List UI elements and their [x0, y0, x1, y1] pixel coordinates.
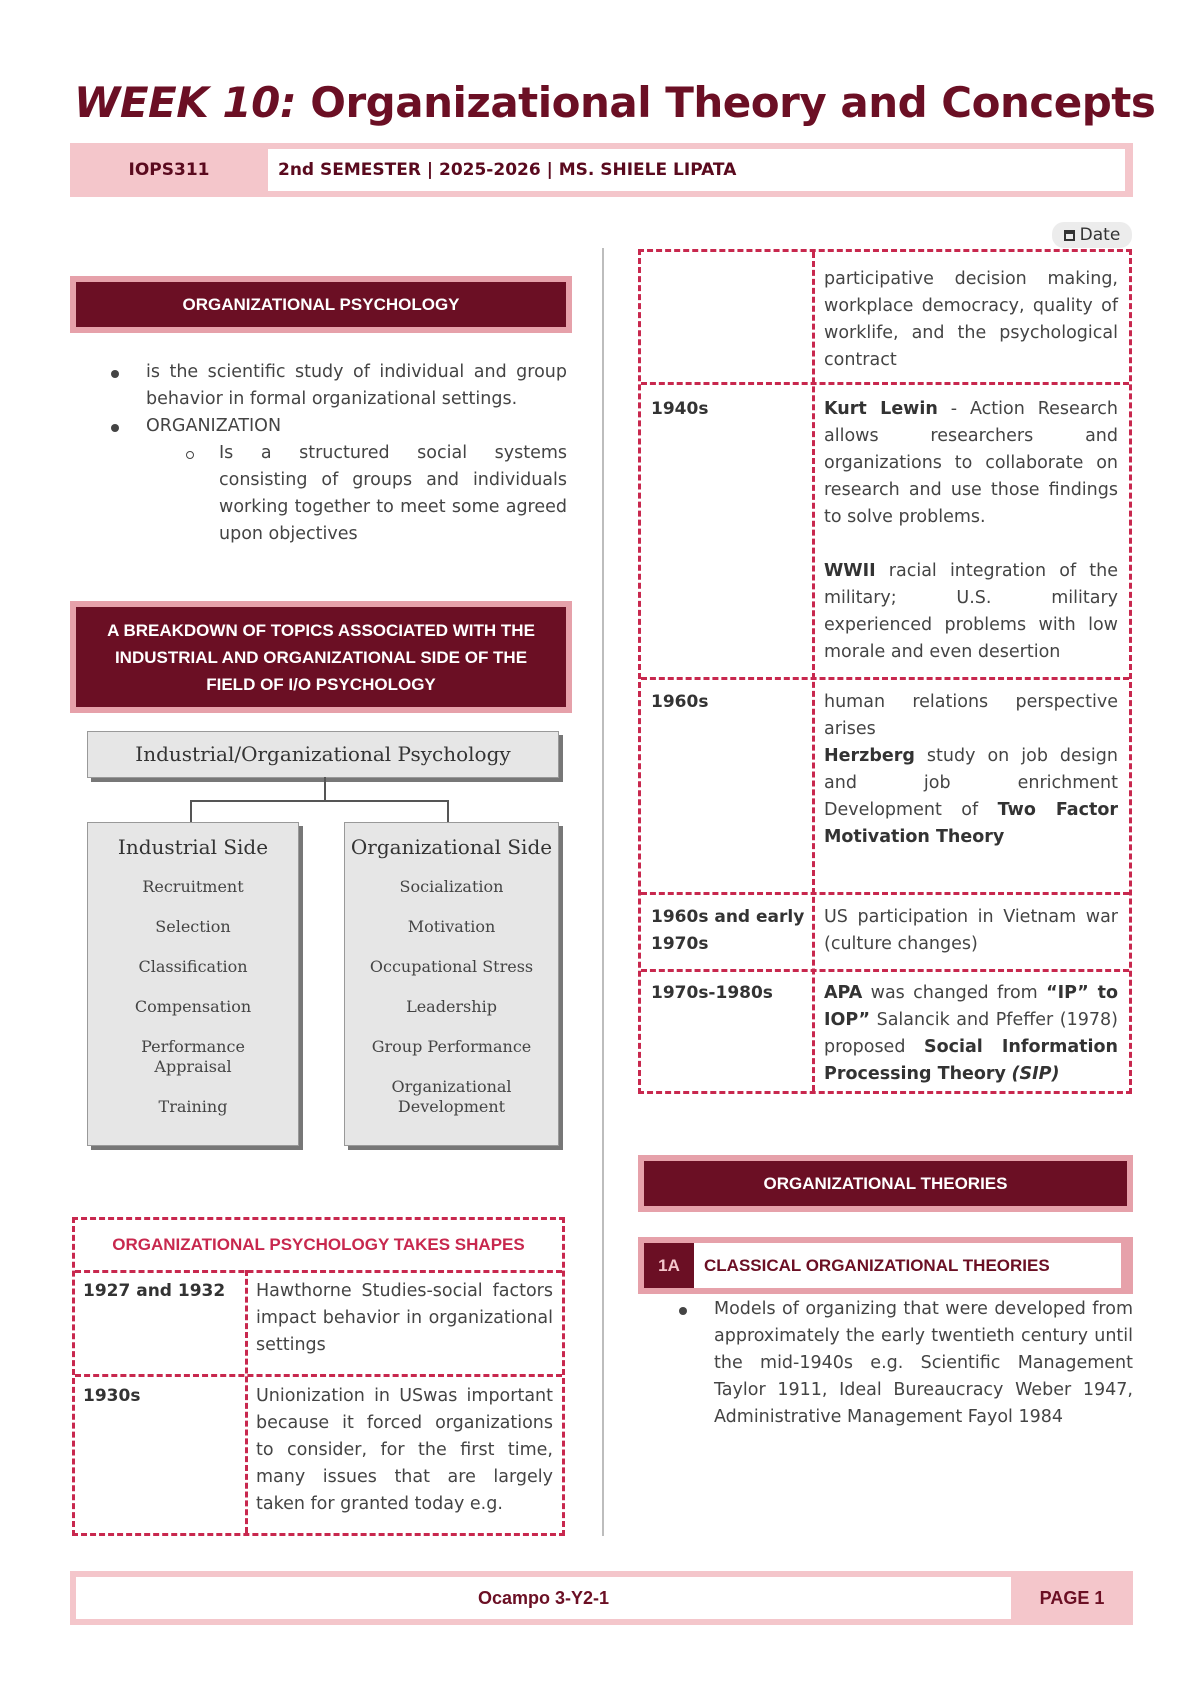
sub-bullet-circle: [186, 451, 194, 459]
date-label: Date: [1079, 225, 1121, 245]
bullet-dot: [111, 370, 119, 378]
industrial-side-title: Industrial Side: [117, 835, 269, 859]
era-description: [824, 980, 1118, 1088]
organizational-side-title: Organizational Side: [350, 835, 553, 859]
era-description: Unionization in USwas important because it forced organizations to consider, for the first time, many issues that are largely taken for granted today e.g.: [256, 1386, 553, 1514]
era-label: 1927 and 1932: [83, 1281, 226, 1301]
industrial-item: Recruitment: [142, 877, 244, 896]
course-info-bar: [70, 143, 1133, 197]
course-code: IOPS311: [128, 160, 210, 180]
connector-line: [190, 800, 449, 802]
page-title: [74, 78, 1155, 127]
timeline-continued-text: participative decision making, workplace democracy, quality of worklife, and the psychological contract: [824, 269, 1118, 370]
row-divider: [641, 382, 1129, 385]
desc-text: racial integration of the military; U.S. military experienced problems with low morale and even desertion: [824, 561, 1118, 662]
desc-text: was changed from: [862, 983, 1047, 1003]
bold-term: WWII: [824, 561, 876, 581]
industrial-item: Compensation: [134, 997, 252, 1016]
diagram-top-box: Industrial/Organizational Psychology: [87, 731, 559, 778]
organizational-item: Occupational Stress: [369, 957, 534, 976]
era-description: [824, 743, 1118, 851]
bold-term: Two Factor Motivation Theory: [824, 800, 1118, 847]
classical-subheading: [638, 1237, 1133, 1294]
desc-text: - Action Research allows researchers and organizations to collaborate on research and use those findings to solve problems.: [824, 399, 1118, 527]
bold-term: APA: [824, 983, 863, 1003]
theories-heading: [638, 1155, 1133, 1212]
era-label: 1970s-1980s: [651, 983, 773, 1003]
row-divider: [75, 1270, 562, 1273]
takes-shape-heading: ORGANIZATIONAL PSYCHOLOGY TAKES SHAPES: [112, 1235, 525, 1254]
organizational-item: Motivation: [407, 917, 496, 936]
row-divider: [641, 969, 1129, 972]
desc-text: study on job design and job enrichment Development of: [824, 746, 1118, 820]
era-description: US participation in Vietnam war (culture changes): [824, 907, 1118, 954]
col-divider: [245, 1270, 248, 1533]
classical-theories-description: Models of organizing that were developed from approximately the early twentieth century until the mid-1940s e.g. Scientific Management Taylor 1911, Ideal Bureaucracy Weber 1947, Administrative Management Fayol 1984: [714, 1299, 1133, 1427]
industrial-item: Performance Appraisal: [141, 1037, 245, 1076]
industrial-side-box: [87, 822, 299, 1146]
organizational-item: Organizational Development: [391, 1077, 512, 1116]
bold-term: (SIP): [1011, 1064, 1060, 1084]
organizational-item: Leadership: [406, 997, 497, 1016]
industrial-item: Classification: [138, 957, 248, 976]
industrial-item: Selection: [155, 917, 231, 936]
row-divider: [75, 1374, 562, 1377]
organizational-item: Group Performance: [371, 1037, 532, 1056]
title-topic: Organizational Theory and Concepts: [310, 78, 1156, 127]
org-psych-heading: [70, 276, 572, 333]
organizational-side-box: [344, 822, 559, 1146]
era-label: 1940s: [651, 399, 709, 419]
connector-line: [324, 777, 326, 800]
col-divider: [812, 252, 815, 1091]
bold-term: Kurt Lewin: [824, 399, 938, 419]
section-code: 1A: [644, 1243, 694, 1288]
era-description: Hawthorne Studies-social factors impact behavior in organizational settings: [256, 1281, 553, 1355]
organization-label: ORGANIZATION: [146, 416, 282, 436]
calendar-icon: [1064, 230, 1075, 241]
desc-text: Salancik and Pfeffer (1978) proposed: [824, 1010, 1118, 1057]
bold-term: Herzberg: [824, 746, 915, 766]
org-psych-heading-text: ORGANIZATIONAL PSYCHOLOGY: [182, 295, 460, 314]
date-chip[interactable]: [1052, 222, 1132, 248]
era-label: 1930s: [83, 1386, 141, 1406]
section-title: CLASSICAL ORGANIZATIONAL THEORIES: [694, 1243, 1121, 1288]
connector-line: [190, 800, 192, 822]
organizational-item: Socialization: [399, 877, 504, 896]
industrial-item: Training: [158, 1097, 228, 1116]
row-divider: [641, 677, 1129, 680]
timeline-table: [638, 249, 1132, 1094]
title-week: WEEK 10:: [74, 78, 297, 127]
bold-term: “IP” to IOP”: [824, 983, 1118, 1030]
era-description: human relations perspective arises: [824, 692, 1118, 739]
organization-definition: Is a structured social systems consisting of groups and individuals working together to meet some agreed upon objectives: [219, 443, 567, 544]
breakdown-heading-text: A BREAKDOWN OF TOPICS ASSOCIATED WITH THE INDUSTRIAL AND ORGANIZATIONAL SIDE OF THE FIELD OF I/O PSYCHOLOGY: [107, 621, 535, 694]
semester-line: 2nd SEMESTER | 2025-2026 | MS. SHIELE LIPATA: [268, 149, 1125, 191]
bullet-dot: [679, 1307, 687, 1315]
era-label: 1960s: [651, 692, 709, 712]
takes-shape-table: [72, 1217, 565, 1536]
breakdown-heading: [70, 601, 572, 713]
footer-bar: [70, 1571, 1133, 1625]
column-divider: [602, 248, 604, 1536]
footer-author: Ocampo 3-Y2-1: [76, 1577, 1011, 1619]
connector-line: [447, 800, 449, 822]
era-description: [824, 396, 1118, 531]
bold-term: Social Information Processing Theory: [824, 1037, 1118, 1084]
era-label: 1960s and early 1970s: [651, 907, 805, 954]
theories-heading-text: ORGANIZATIONAL THEORIES: [763, 1174, 1008, 1193]
bullet-dot: [111, 424, 119, 432]
row-divider: [641, 892, 1129, 895]
org-psych-definition: is the scientific study of individual and group behavior in formal organizational settings.: [146, 362, 567, 409]
page-number: PAGE 1: [1039, 1588, 1105, 1608]
era-description: [824, 558, 1118, 666]
